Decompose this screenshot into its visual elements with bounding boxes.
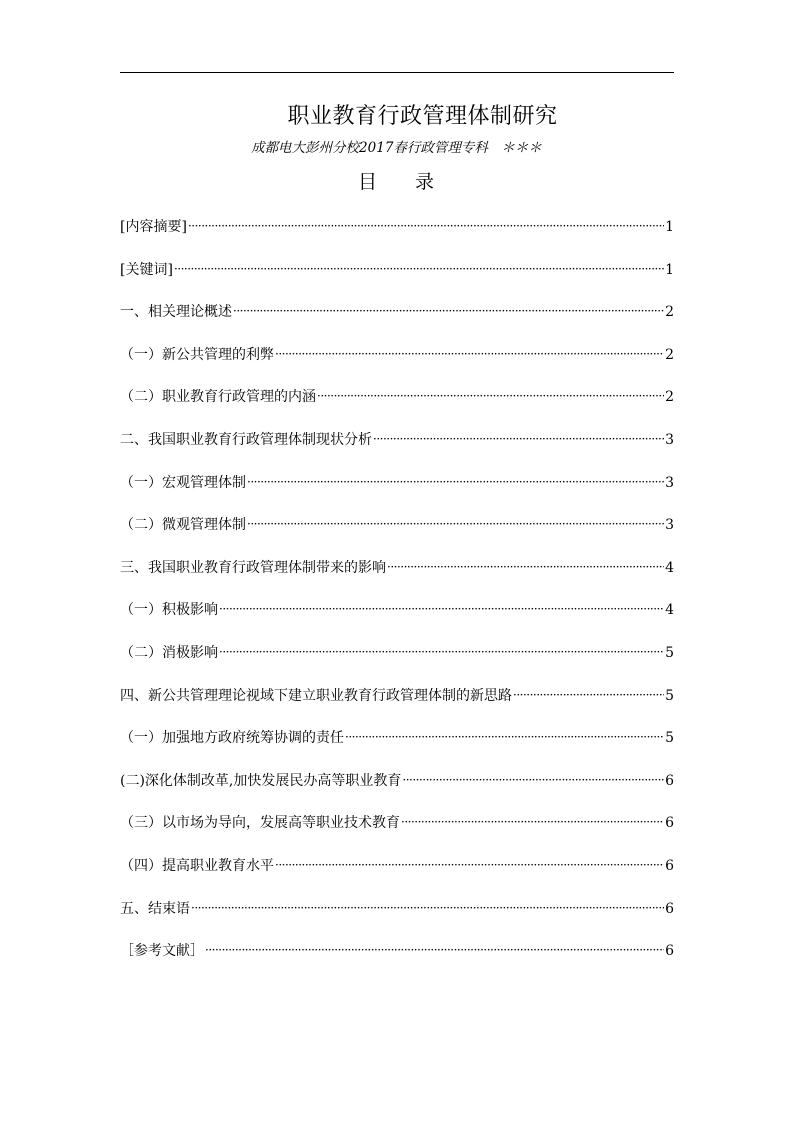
- toc-entry[interactable]: [120, 430, 674, 473]
- toc-entry-page: 3: [665, 517, 674, 534]
- toc-leader-dots: [275, 855, 664, 875]
- toc-entry-page: 5: [665, 687, 674, 704]
- toc-entry[interactable]: [120, 856, 674, 899]
- toc-entry-label: 一、相关理论概述: [120, 304, 232, 321]
- toc-entry[interactable]: [120, 558, 674, 601]
- toc-leader-dots: [513, 685, 664, 705]
- toc-entry-page: 5: [665, 730, 674, 747]
- toc-entry-page: 2: [665, 346, 674, 363]
- toc-leader-dots: [219, 599, 664, 619]
- toc-entry-label: （四）提高职业教育水平: [120, 857, 274, 874]
- toc-leader-dots: [219, 642, 664, 662]
- toc-leader-dots: [275, 344, 664, 364]
- toc-entry-label: [关键词]: [120, 261, 173, 278]
- toc-entry-label: (二)深化体制改革,加快发展民办高等职业教育: [120, 772, 402, 789]
- toc-entry[interactable]: [120, 941, 674, 984]
- toc-entry-label: （一）新公共管理的利弊: [120, 346, 274, 363]
- toc-leader-dots: [387, 557, 664, 577]
- toc-leader-dots: [233, 301, 664, 321]
- toc-entry[interactable]: [120, 813, 674, 856]
- toc-entry-label: 四、新公共管理理论视域下建立职业教育行政管理体制的新思路: [120, 687, 512, 704]
- toc-leader-dots: [402, 770, 664, 790]
- toc-entry[interactable]: [120, 600, 674, 643]
- toc-entry-page: 4: [665, 559, 674, 576]
- toc-heading: 目 录: [357, 171, 436, 193]
- toc-entry-label: 二、我国职业教育行政管理体制现状分析: [120, 431, 372, 448]
- toc-entry-label: （一）宏观管理体制: [120, 474, 246, 491]
- toc-leader-dots: [188, 216, 664, 236]
- toc-entry-label: （二）微观管理体制: [120, 517, 246, 534]
- header-rule: [120, 72, 674, 73]
- toc-leader-dots: [247, 472, 664, 492]
- document-subtitle: 成都电大彭州分校2017春行政管理专科 ＊＊＊: [251, 140, 542, 156]
- toc-entry[interactable]: [120, 771, 674, 814]
- document-title: 职业教育行政管理体制研究: [287, 104, 558, 129]
- toc-entry-page: 6: [665, 900, 674, 917]
- toc-leader-dots: [401, 812, 664, 832]
- toc-entry-page: 6: [665, 815, 674, 832]
- toc-leader-dots: [247, 514, 664, 534]
- toc-entry-label: （二）职业教育行政管理的内涵: [120, 389, 316, 406]
- toc-entry[interactable]: [120, 515, 674, 558]
- toc-entry-label: （一）积极影响: [120, 602, 218, 619]
- toc-leader-dots: [345, 727, 664, 747]
- toc-entry[interactable]: [120, 473, 674, 516]
- toc-entry[interactable]: [120, 217, 674, 260]
- toc-leader-dots: [205, 940, 664, 960]
- toc-entry-label: （二）消极影响: [120, 644, 218, 661]
- toc-entry[interactable]: [120, 387, 674, 430]
- toc-entry-page: 1: [665, 219, 674, 235]
- toc-entry-label: 三、我国职业教育行政管理体制带来的影响: [120, 559, 386, 576]
- toc-entry[interactable]: [120, 899, 674, 942]
- toc-entry-page: 5: [665, 644, 674, 661]
- toc-entry-page: 3: [665, 431, 674, 448]
- toc-entry-label: （一）加强地方政府统筹协调的责任: [120, 730, 344, 747]
- toc-leader-dots: [373, 429, 664, 449]
- toc-entry[interactable]: [120, 345, 674, 388]
- toc-leader-dots: [317, 386, 664, 406]
- toc-entry-page: 6: [665, 943, 674, 960]
- toc-leader-dots: [191, 898, 664, 918]
- toc-entry-page: 6: [665, 857, 674, 874]
- toc-entry-label: 五、结束语: [120, 900, 190, 917]
- toc-entry-page: 6: [665, 772, 674, 789]
- toc-entry[interactable]: [120, 643, 674, 686]
- toc-entry-page: 2: [665, 389, 674, 406]
- table-of-contents: [120, 217, 674, 984]
- toc-entry[interactable]: [120, 302, 674, 345]
- toc-entry-page: 1: [665, 261, 674, 278]
- toc-entry[interactable]: [120, 686, 674, 729]
- toc-entry-label: （三）以市场为导向，发展高等职业技术教育: [120, 815, 400, 832]
- toc-leader-dots: [174, 259, 664, 279]
- toc-entry-page: 3: [665, 474, 674, 491]
- toc-entry-label: [内容摘要]: [120, 219, 187, 235]
- toc-entry-page: 2: [665, 304, 674, 321]
- toc-entry[interactable]: [120, 728, 674, 771]
- toc-entry-page: 4: [665, 602, 674, 619]
- toc-entry[interactable]: [120, 260, 674, 303]
- toc-entry-label: ［参考文献］: [120, 943, 204, 960]
